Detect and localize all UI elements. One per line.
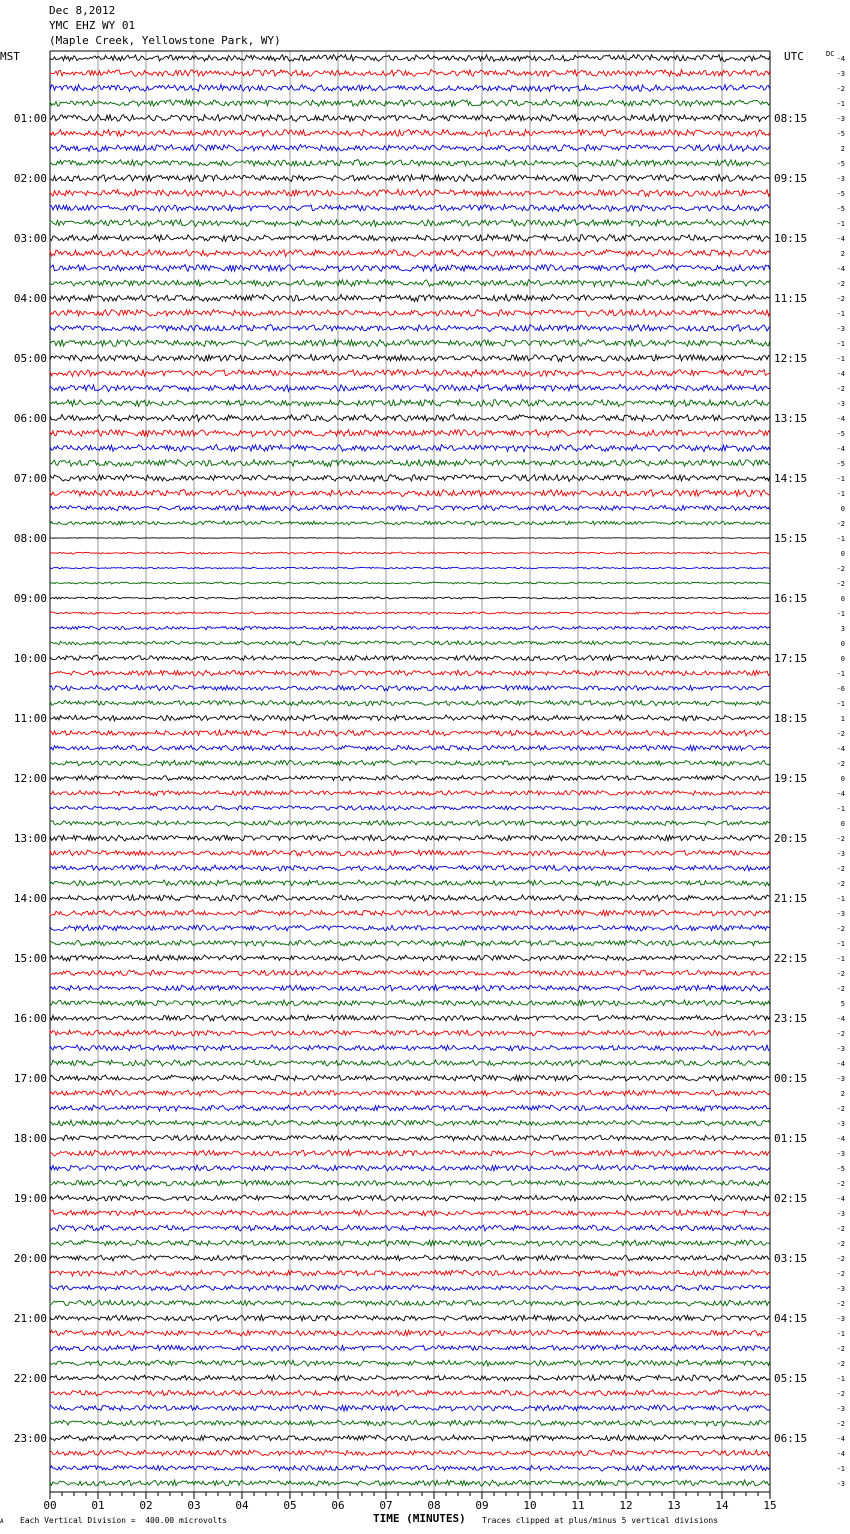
dc-offset-value: -5 xyxy=(836,190,845,198)
dc-offset-value: 0 xyxy=(840,655,845,663)
dc-offset-value: -5 xyxy=(836,1165,845,1173)
dc-offset-value: -2 xyxy=(836,1345,845,1353)
x-tick-label: 08 xyxy=(427,1499,441,1512)
seismic-trace xyxy=(50,1210,770,1216)
seismic-trace xyxy=(50,940,770,946)
seismic-trace xyxy=(50,597,770,599)
seismic-trace xyxy=(50,1105,770,1111)
dc-offset-value: -1 xyxy=(836,670,845,678)
seismic-trace xyxy=(50,430,770,437)
dc-offset-value: -2 xyxy=(836,1105,845,1113)
dc-offset-value: -2 xyxy=(836,1300,845,1308)
utc-hour-label: 04:15 xyxy=(774,1312,808,1325)
seismic-trace xyxy=(50,1255,770,1261)
x-tick-label: 00 xyxy=(43,1499,57,1512)
dc-offset-value: 2 xyxy=(840,145,845,153)
dc-offset-value: -5 xyxy=(836,160,845,168)
seismic-trace xyxy=(50,114,770,121)
x-tick-label: 15 xyxy=(763,1499,777,1512)
seismic-trace xyxy=(50,655,770,661)
seismic-trace xyxy=(50,1015,770,1021)
dc-offset-value: -4 xyxy=(836,370,845,378)
seismic-trace xyxy=(50,865,770,871)
seismic-trace xyxy=(50,1225,770,1231)
seismic-trace xyxy=(50,189,770,196)
dc-offset-value: -6 xyxy=(836,685,845,693)
seismic-trace xyxy=(50,340,770,347)
x-tick-label: 09 xyxy=(475,1499,489,1512)
station-code: YMC EHZ WY 01 xyxy=(49,19,136,32)
seismic-trace xyxy=(50,1315,770,1321)
dc-offset-value: -1 xyxy=(836,310,845,318)
seismic-trace xyxy=(50,459,770,466)
dc-offset-value: -2 xyxy=(836,1390,845,1398)
seismic-trace xyxy=(50,1075,770,1081)
seismic-trace xyxy=(50,1480,770,1486)
mst-hour-label: 11:00 xyxy=(13,712,47,725)
seismic-trace xyxy=(50,820,770,825)
record-date: Dec 8,2012 xyxy=(49,4,116,17)
dc-offset-value: -1 xyxy=(836,355,845,363)
dc-offset-value: -2 xyxy=(836,520,845,528)
mst-hour-label: 06:00 xyxy=(13,412,47,425)
seismic-trace xyxy=(50,370,770,377)
mst-hour-label: 21:00 xyxy=(13,1312,47,1325)
mst-hour-label: 01:00 xyxy=(13,112,47,125)
seismic-trace xyxy=(50,1045,770,1051)
dc-offset-value: -4 xyxy=(836,1450,845,1458)
utc-hour-label: 23:15 xyxy=(774,1012,808,1025)
left-timezone-label: MST xyxy=(0,50,20,63)
utc-hour-label: 01:15 xyxy=(774,1132,808,1145)
mst-hour-label: 16:00 xyxy=(13,1012,47,1025)
utc-hour-label: 19:15 xyxy=(774,772,808,785)
utc-hour-label: 13:15 xyxy=(774,412,808,425)
utc-hour-label: 14:15 xyxy=(774,472,808,485)
seismic-trace xyxy=(50,249,770,256)
seismic-trace xyxy=(50,1435,770,1441)
mst-hour-label: 14:00 xyxy=(13,892,47,905)
seismic-trace xyxy=(50,1405,770,1411)
seismic-trace xyxy=(50,1120,770,1126)
seismic-trace xyxy=(50,1390,770,1396)
dc-offset-value: -4 xyxy=(836,745,845,753)
dc-offset-value: -3 xyxy=(836,70,845,78)
seismic-trace xyxy=(50,175,770,182)
seismic-trace xyxy=(50,745,770,751)
seismic-trace xyxy=(50,1270,770,1276)
right-timezone-label: UTC xyxy=(784,50,804,63)
dc-offset-value: -1 xyxy=(836,955,845,963)
dc-offset-value: -5 xyxy=(836,430,845,438)
seismic-trace xyxy=(50,775,770,780)
mst-hour-label: 09:00 xyxy=(13,592,47,605)
dc-offset-value: -2 xyxy=(836,985,845,993)
seismic-trace xyxy=(50,1345,770,1351)
mst-hour-label: 19:00 xyxy=(13,1192,47,1205)
dc-offset-value: -4 xyxy=(836,235,845,243)
utc-hour-label: 15:15 xyxy=(774,532,808,545)
dc-offset-value: -2 xyxy=(836,580,845,588)
seismic-trace xyxy=(50,1135,770,1141)
x-tick-label: 10 xyxy=(523,1499,537,1512)
utc-hour-label: 11:15 xyxy=(774,292,808,305)
dc-offset-value: -3 xyxy=(836,1075,845,1083)
dc-offset-value: 0 xyxy=(840,775,845,783)
utc-hour-label: 18:15 xyxy=(774,712,808,725)
seismic-trace xyxy=(50,790,770,795)
x-tick-label: 06 xyxy=(331,1499,345,1512)
seismic-trace xyxy=(50,626,770,630)
seismic-trace xyxy=(50,130,770,137)
station-location: (Maple Creek, Yellowstone Park, WY) xyxy=(49,34,281,47)
mst-hour-label: 12:00 xyxy=(13,772,47,785)
dc-offset-value: -3 xyxy=(836,1210,845,1218)
utc-hour-label: 05:15 xyxy=(774,1372,808,1385)
dc-offset-value: 2 xyxy=(840,1090,845,1098)
seismic-trace xyxy=(50,1330,770,1336)
seismic-trace xyxy=(50,1450,770,1456)
dc-offset-value: -2 xyxy=(836,85,845,93)
seismic-trace xyxy=(50,1285,770,1291)
dc-offset-value: -2 xyxy=(836,295,845,303)
dc-offset-value: 0 xyxy=(840,505,845,513)
seismic-trace xyxy=(50,1150,770,1156)
seismic-trace xyxy=(50,310,770,317)
seismic-trace xyxy=(50,100,770,107)
utc-hour-label: 17:15 xyxy=(774,652,808,665)
dc-offset-value: -1 xyxy=(836,805,845,813)
dc-offset-value: -2 xyxy=(836,760,845,768)
dc-offset-value: -3 xyxy=(836,1315,845,1323)
dc-offset-value: -3 xyxy=(836,175,845,183)
seismic-trace xyxy=(50,1360,770,1366)
mst-hour-label: 17:00 xyxy=(13,1072,47,1085)
mst-hour-label: 07:00 xyxy=(13,472,47,485)
seismic-trace xyxy=(50,1090,770,1096)
seismic-trace xyxy=(50,400,770,407)
dc-offset-value: -2 xyxy=(836,880,845,888)
dc-offset-value: -4 xyxy=(836,790,845,798)
dc-offset-value: -4 xyxy=(836,1015,845,1023)
seismic-trace xyxy=(50,700,770,706)
dc-offset-value: -2 xyxy=(836,1360,845,1368)
utc-hour-label: 06:15 xyxy=(774,1432,808,1445)
dc-offset-value: -3 xyxy=(836,1405,845,1413)
x-tick-label: 07 xyxy=(379,1499,393,1512)
seismic-trace xyxy=(50,1375,770,1381)
dc-offset-value: -3 xyxy=(836,1120,845,1128)
dc-offset-value: 3 xyxy=(840,625,845,633)
dc-offset-value: -2 xyxy=(836,970,845,978)
mst-hour-label: 02:00 xyxy=(13,172,47,185)
dc-offset-value: 0 xyxy=(840,550,845,558)
clip-note: Traces clipped at plus/minus 5 vertical divisions xyxy=(482,1516,719,1525)
mst-hour-label: 08:00 xyxy=(13,532,47,545)
dc-offset-value: 5 xyxy=(840,1000,845,1008)
seismic-trace xyxy=(50,354,770,361)
dc-offset-value: -1 xyxy=(836,475,845,483)
seismic-trace xyxy=(50,84,770,91)
x-tick-label: 13 xyxy=(667,1499,681,1512)
dc-offset-value: -2 xyxy=(836,1255,845,1263)
mst-hour-label: 13:00 xyxy=(13,832,47,845)
dc-offset-value: -2 xyxy=(836,280,845,288)
x-tick-label: 05 xyxy=(283,1499,297,1512)
seismic-trace xyxy=(50,552,770,554)
dc-offset-value: -1 xyxy=(836,895,845,903)
utc-hour-label: 08:15 xyxy=(774,112,808,125)
dc-offset-value: 0 xyxy=(840,595,845,603)
seismic-trace xyxy=(50,1465,770,1471)
seismic-trace xyxy=(50,205,770,212)
x-axis-title: TIME (MINUTES) xyxy=(373,1512,466,1525)
x-tick-label: 14 xyxy=(715,1499,729,1512)
dc-offset-value: -1 xyxy=(836,1330,845,1338)
seismic-trace xyxy=(50,489,770,496)
dc-offset-value: -1 xyxy=(836,100,845,108)
seismic-trace xyxy=(50,685,770,691)
seismic-trace xyxy=(50,1420,770,1426)
dc-offset-value: 0 xyxy=(840,640,845,648)
dc-offset-value: -2 xyxy=(836,1225,845,1233)
x-tick-label: 01 xyxy=(91,1499,105,1512)
seismic-trace xyxy=(50,1195,770,1201)
seismic-trace xyxy=(50,414,770,421)
seismic-trace xyxy=(50,1165,770,1171)
dc-offset-value: -1 xyxy=(836,940,845,948)
x-tick-label: 02 xyxy=(139,1499,153,1512)
seismic-trace xyxy=(50,219,770,226)
dc-offset-value: -2 xyxy=(836,1420,845,1428)
dc-offset-value: -1 xyxy=(836,1375,845,1383)
seismic-trace xyxy=(50,1060,770,1066)
seismic-trace xyxy=(50,445,770,452)
seismic-trace xyxy=(50,985,770,991)
dc-offset-value: -3 xyxy=(836,1480,845,1488)
x-tick-label: 04 xyxy=(235,1499,249,1512)
seismic-trace xyxy=(50,1000,770,1006)
seismic-trace xyxy=(50,715,770,721)
dc-offset-value: -3 xyxy=(836,115,845,123)
dc-offset-value: -4 xyxy=(836,55,845,63)
utc-hour-label: 09:15 xyxy=(774,172,808,185)
dc-offset-value: -4 xyxy=(836,265,845,273)
dc-offset-value: -2 xyxy=(836,1030,845,1038)
seismic-trace xyxy=(50,850,770,856)
dc-offset-value: -1 xyxy=(836,340,845,348)
seismic-trace xyxy=(50,670,770,676)
dc-offset-value: -2 xyxy=(836,925,845,933)
seismic-trace xyxy=(50,760,770,765)
dc-offset-value: -4 xyxy=(836,1135,845,1143)
dc-offset-value: -1 xyxy=(836,535,845,543)
utc-hour-label: 10:15 xyxy=(774,232,808,245)
dc-offset-value: 2 xyxy=(840,250,845,258)
dc-offset-value: -5 xyxy=(836,130,845,138)
seismic-trace xyxy=(50,582,770,584)
seismic-trace xyxy=(50,55,770,62)
utc-hour-label: 21:15 xyxy=(774,892,808,905)
mst-hour-label: 10:00 xyxy=(13,652,47,665)
mst-hour-label: 18:00 xyxy=(13,1132,47,1145)
dc-offset-value: -3 xyxy=(836,325,845,333)
seismic-trace xyxy=(50,1180,770,1186)
dc-offset-value: -2 xyxy=(836,1240,845,1248)
utc-hour-label: 16:15 xyxy=(774,592,808,605)
seismic-trace xyxy=(50,475,770,482)
utc-hour-label: 00:15 xyxy=(774,1072,808,1085)
utc-hour-label: 02:15 xyxy=(774,1192,808,1205)
dc-offset-value: -4 xyxy=(836,445,845,453)
seismic-trace xyxy=(50,280,770,287)
dc-offset-value: -3 xyxy=(836,850,845,858)
dc-offset-value: -2 xyxy=(836,865,845,873)
dc-offset-value: -2 xyxy=(836,565,845,573)
seismic-trace xyxy=(50,567,770,569)
dc-offset-value: -1 xyxy=(836,1465,845,1473)
dc-offset-value: -5 xyxy=(836,205,845,213)
dc-offset-value: 1 xyxy=(840,715,845,723)
dc-offset-value: -1 xyxy=(836,610,845,618)
seismic-trace xyxy=(50,521,770,525)
mst-hour-label: 20:00 xyxy=(13,1252,47,1265)
seismic-trace xyxy=(50,880,770,886)
seismic-trace xyxy=(50,324,770,331)
dc-offset-value: -4 xyxy=(836,1060,845,1068)
seismic-trace xyxy=(50,612,770,614)
dc-offset-value: -3 xyxy=(836,400,845,408)
x-tick-label: 11 xyxy=(571,1499,585,1512)
mst-hour-label: 03:00 xyxy=(13,232,47,245)
dc-offset-value: -2 xyxy=(836,835,845,843)
seismic-trace xyxy=(50,955,770,961)
x-tick-label: 12 xyxy=(619,1499,633,1512)
dc-offset-value: 0 xyxy=(840,820,845,828)
seismic-trace xyxy=(50,145,770,152)
corner-mark: A xyxy=(0,1518,4,1525)
seismic-trace xyxy=(50,806,770,811)
dc-offset-value: -5 xyxy=(836,460,845,468)
utc-hour-label: 20:15 xyxy=(774,832,808,845)
seismic-trace xyxy=(50,159,770,166)
seismic-trace xyxy=(50,538,770,539)
dc-offset-value: -1 xyxy=(836,220,845,228)
mst-hour-label: 05:00 xyxy=(13,352,47,365)
dc-offset-header: DC xyxy=(826,50,835,58)
seismic-trace xyxy=(50,970,770,976)
dc-offset-value: -3 xyxy=(836,1150,845,1158)
seismic-trace xyxy=(50,1300,770,1306)
seismic-trace xyxy=(50,505,770,511)
seismic-trace xyxy=(50,925,770,931)
utc-hour-label: 22:15 xyxy=(774,952,808,965)
dc-offset-value: -2 xyxy=(836,730,845,738)
dc-offset-value: -2 xyxy=(836,1270,845,1278)
seismic-trace xyxy=(50,730,770,736)
seismic-trace xyxy=(50,235,770,242)
mst-hour-label: 15:00 xyxy=(13,952,47,965)
seismic-trace xyxy=(50,895,770,901)
seismic-trace xyxy=(50,69,770,76)
seismic-trace xyxy=(50,1030,770,1036)
dc-offset-value: -1 xyxy=(836,490,845,498)
dc-offset-value: -3 xyxy=(836,910,845,918)
seismic-trace xyxy=(50,1240,770,1246)
mst-hour-label: 04:00 xyxy=(13,292,47,305)
dc-offset-value: -3 xyxy=(836,1285,845,1293)
dc-offset-value: -2 xyxy=(836,1180,845,1188)
seismic-trace xyxy=(50,384,770,391)
dc-offset-value: -3 xyxy=(836,1045,845,1053)
dc-offset-value: -1 xyxy=(836,700,845,708)
seismic-trace xyxy=(50,294,770,301)
dc-offset-value: -4 xyxy=(836,1195,845,1203)
seismic-trace xyxy=(50,641,770,645)
seismic-trace xyxy=(50,835,770,841)
vertical-scale-note: Each Vertical Division = 400.00 microvolts xyxy=(20,1516,228,1525)
utc-hour-label: 03:15 xyxy=(774,1252,808,1265)
seismic-trace xyxy=(50,265,770,272)
dc-offset-value: -4 xyxy=(836,1435,845,1443)
utc-hour-label: 12:15 xyxy=(774,352,808,365)
mst-hour-label: 23:00 xyxy=(13,1432,47,1445)
x-tick-label: 03 xyxy=(187,1499,201,1512)
dc-offset-value: -4 xyxy=(836,415,845,423)
mst-hour-label: 22:00 xyxy=(13,1372,47,1385)
seismic-trace xyxy=(50,910,770,916)
dc-offset-value: -2 xyxy=(836,385,845,393)
